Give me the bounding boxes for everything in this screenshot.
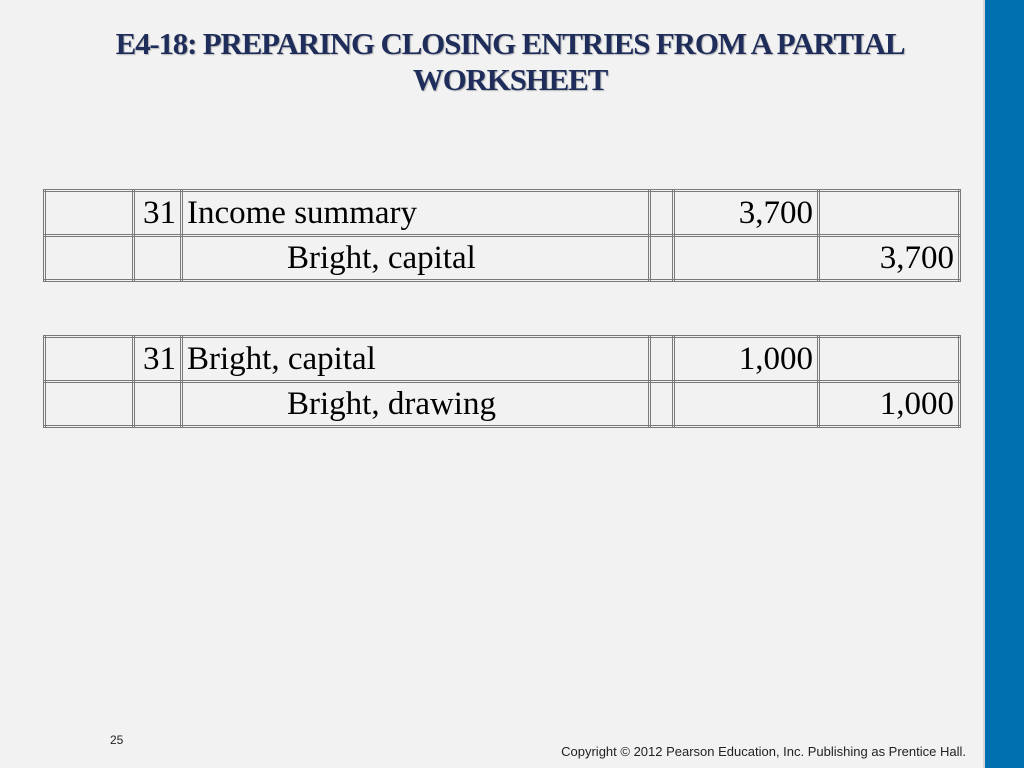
account-cell: Bright, capital	[182, 337, 650, 382]
debit-cell	[674, 236, 819, 281]
account-cell: Income summary	[182, 191, 650, 236]
journal-row	[45, 191, 960, 236]
page-number: 25	[110, 733, 124, 747]
account-cell: Bright, drawing	[182, 382, 650, 427]
month-cell	[45, 236, 134, 281]
day-cell: 31	[134, 337, 182, 382]
month-cell	[45, 382, 134, 427]
slide-title-line-1: E4-18: PREPARING CLOSING ENTRIES FROM A PARTIAL	[115, 26, 905, 61]
journal-row	[45, 337, 960, 382]
post-ref-cell	[650, 236, 674, 281]
debit-cell: 1,000	[674, 337, 819, 382]
side-bar-edge	[983, 0, 985, 768]
debit-cell: 3,700	[674, 191, 819, 236]
day-cell	[134, 236, 182, 281]
journal-row	[45, 382, 960, 427]
post-ref-cell	[650, 382, 674, 427]
credit-cell	[819, 191, 960, 236]
day-cell: 31	[134, 191, 182, 236]
post-ref-cell	[650, 191, 674, 236]
side-accent-bar	[983, 0, 1024, 768]
post-ref-cell	[650, 337, 674, 382]
credit-cell	[819, 337, 960, 382]
journal-entry-1	[43, 189, 961, 282]
slide-title-line-2: WORKSHEET	[412, 62, 608, 97]
credit-cell: 1,000	[819, 382, 960, 427]
account-cell: Bright, capital	[182, 236, 650, 281]
day-cell	[134, 382, 182, 427]
journal-entry-2	[43, 335, 961, 428]
copyright-notice: Copyright © 2012 Pearson Education, Inc. Publishing as Prentice Hall.	[561, 744, 966, 759]
journal-row	[45, 236, 960, 281]
debit-cell	[674, 382, 819, 427]
credit-cell: 3,700	[819, 236, 960, 281]
slide-title	[40, 26, 980, 98]
month-cell	[45, 337, 134, 382]
month-cell	[45, 191, 134, 236]
